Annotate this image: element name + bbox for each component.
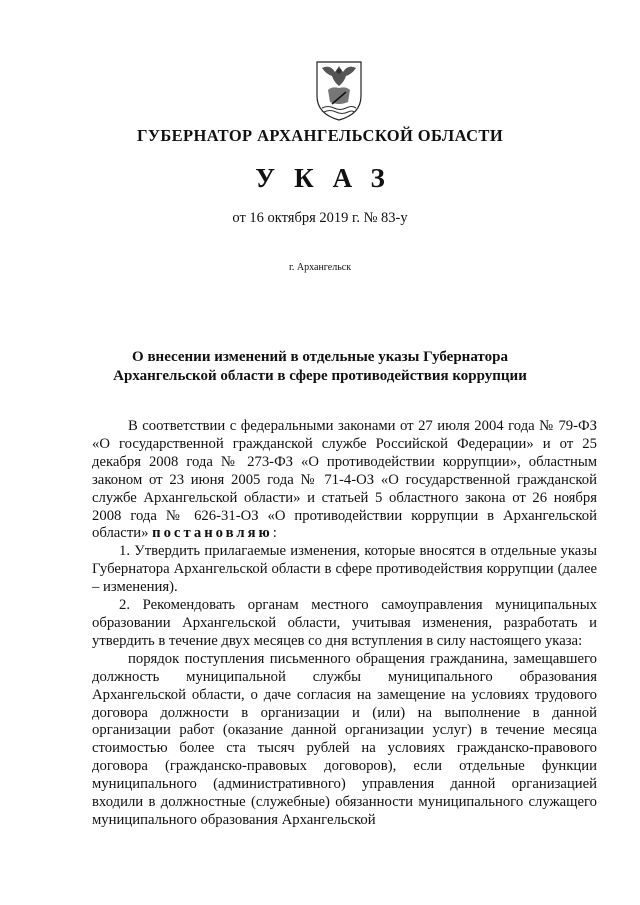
- issuing-authority: ГУБЕРНАТОР АРХАНГЕЛЬСКОЙ ОБЛАСТИ: [136, 126, 504, 145]
- document-body: [92, 418, 597, 830]
- document-title-line: О внесении изменений в отдельные указы Губернатора: [132, 349, 508, 365]
- preamble-text: В соответствии с федеральными законами от 27 июля 2004 года № 79-ФЗ «О государственной гражданской службе Российской Федерации» и от 25 декабря 2008 года № 273-ФЗ «О противодействии коррупции», областным законом от 23 июня 2005 года № 71-4-ОЗ «О государственной гражданской службе Архангельской области» и статьей 5 областного закона от 26 ноября 2008 года № 626-31-ОЗ «О противодействии коррупции в Архангельской области»: [92, 418, 597, 542]
- item-2-subparagraph: порядок поступления письменного обращения гражданина, замещавшего должность муниципальной службы муниципального образования Архангельской области, о даче согласия на замещение на условиях трудового договора должности в организации и (или) на выполнение в данной организации работ (оказание данной организации услуг) в течение месяца стоимостью более ста тысяч рублей на условиях гражданско-правового договора (гражданско-правовых договоров), если отдельные функции муниципального (административного) управления данной организацией входили в должностные (служебные) обязанности муниципального служащего муниципального образования Архангельской: [92, 650, 597, 828]
- document-city: г. Архангельск: [288, 262, 352, 273]
- document-date-number: от 16 октября 2019 г. № 83-у: [232, 210, 408, 226]
- decree-keyword: постановляю: [152, 525, 273, 542]
- archangelsk-coat-of-arms-icon: [314, 60, 364, 122]
- document-type: УКАЗ: [255, 163, 404, 193]
- decree-colon: :: [272, 525, 277, 542]
- document-title-line: Архангельской области в сфере противодействия коррупции: [113, 368, 527, 384]
- preamble-paragraph: [92, 418, 597, 543]
- item-1-paragraph: 1. Утвердить прилагаемые изменения, которые вносятся в отдельные указы Губернатора Архангельской области в сфере противодействия коррупции (далее – изменения).: [92, 543, 597, 596]
- document-title: [0, 348, 640, 386]
- item-2-paragraph: 2. Рекомендовать органам местного самоуправления муниципальных образовании Архангельской области, учитывая изменения, разработать и утвердить в течение двух месяцев со дня вступления в силу настоящего указа:: [92, 597, 597, 649]
